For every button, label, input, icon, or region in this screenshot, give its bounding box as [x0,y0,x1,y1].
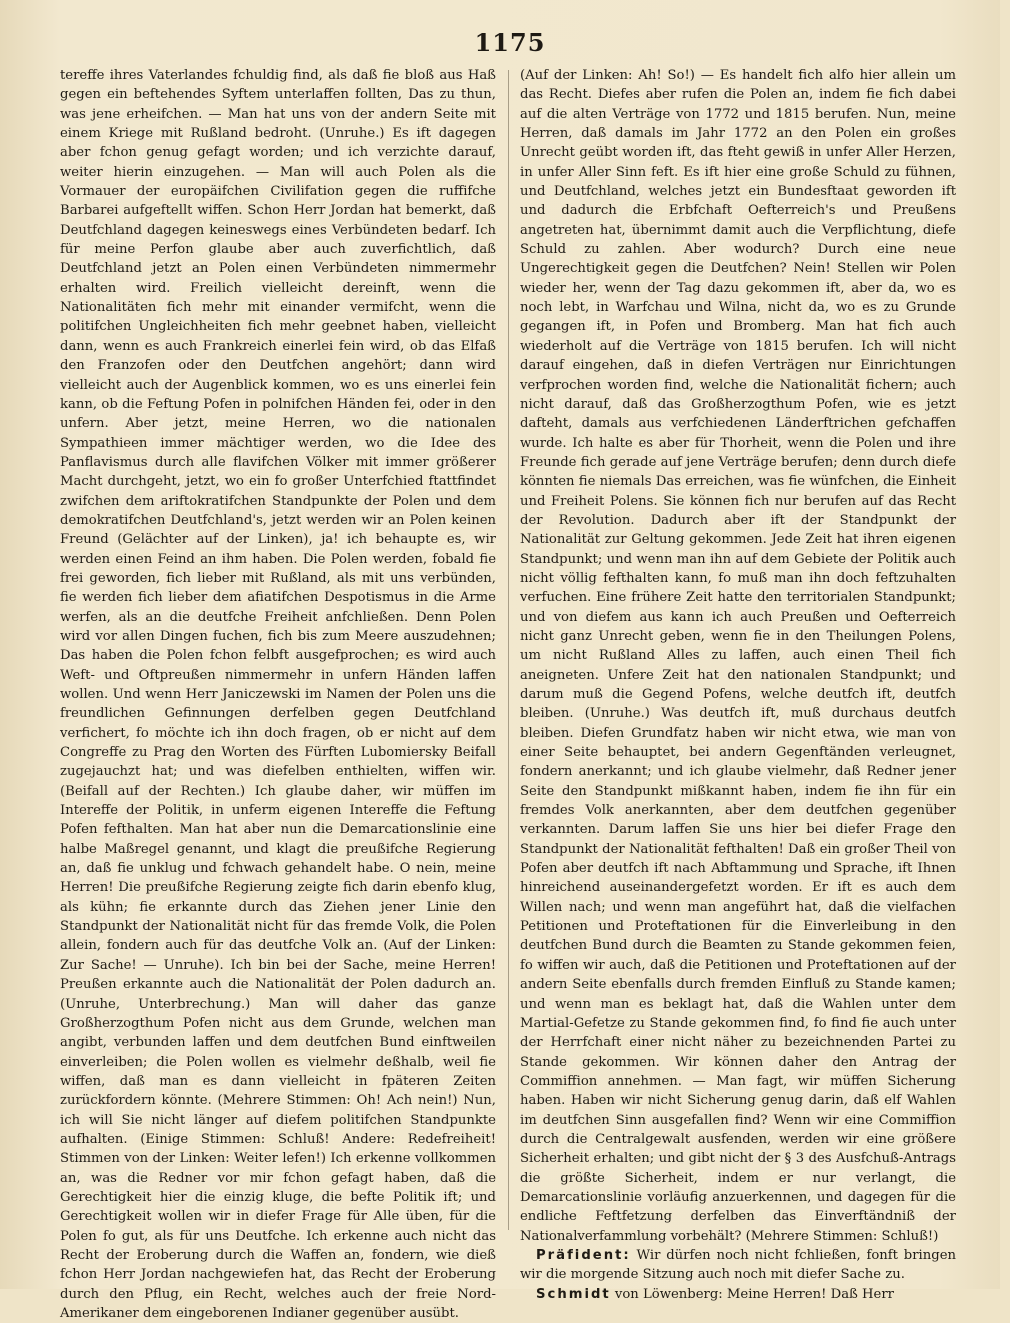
schmidt-speech-text: von Löwenberg: Meine Herren! Daß Herr [614,1286,894,1302]
left-column-text: tereffe ihres Vaterlandes fchuldig find, als daß fie bloß aus Haß gegen ein beftehendes Syftem unterlaffen follten, Das zu thun, was jene erheifchen. — Man hat uns von der andern Seite mit einem Kriege mit Rußland bedroht. (Unruhe.) Es ift dagegen aber fchon genug gefagt worden; und ich verzichte darauf, weiter hierin einzugehen. — Man will auch Polen als die Vormauer der europäifchen Civilifation gegen die ruffifche Barbarei aufgeftellt wiffen. Schon Herr Jordan hat bemerkt, daß Deutfchland dagegen keineswegs eines Verbündeten bedarf. Ich für meine Perfon glaube aber auch zuverfichtlich, daß Deutfchland jetzt an Polen einen Verbündeten nimmermehr erhalten wird. Freilich vielleicht dereinft, wenn die Nationalitäten fich mehr mit einander vermifcht, wenn die politifchen Ungleichheiten fich mehr geebnet haben, vielleicht dann, wenn es auch Frankreich einerlei fein wird, ob das Elfaß den Franzofen oder den Deutfchen angehört; dann wird vielleicht auch der Augenblick kommen, wo es uns einerlei fein kann, ob die Feftung Pofen in polnifchen Händen fei, oder in den unfern. Aber jetzt, meine Herren, wo die nationalen Sympathieen immer mächtiger werden, wo die Idee des Panflavismus durch alle flavifchen Völker mit immer größerer Macht durchgeht, jetzt, wo ein fo großer Unterfchied ftattfindet zwifchen dem ariftokratifchen Standpunkte der Polen und dem demokratifchen Deutfchland's, jetzt werden wir an Polen keinen Freund (Gelächter auf der Linken), ja! ich behaupte es, wir werden einen Feind an ihm haben. Die Polen werden, fobald fie frei geworden, fich lieber mit Rußland, als mit uns verbünden, fie werden fich lieber dem afiatifchen Despotismus in die Arme werfen, als an die deutfche Freiheit anfchließen. Denn Polen wird vor allen Dingen fuchen, fich bis zum Meere auszudehnen; Das haben die Polen fchon felbft ausgefprochen; es wird auch Weft- und Oftpreußen nimmermehr in unfern Händen laffen wollen. Und wenn Herr Janiczewski im Namen der Polen uns die freundlichen Gefinnungen derfelben gegen Deutfchland verfichert, fo möchte ich ihn doch fragen, ob er nicht auf dem Congreffe zu Prag den Worten des Fürften Lubomiersky Beifall zugejauchzt hat; und was diefelben enthielten, wiffen wir. (Beifall auf der Rechten.) Ich glaube daher, wir müffen im Intereffe der Politik, in unferm eigenen Intereffe die Feftung Pofen fefthalten. Man hat aber nun die Demarcationslinie eine halbe Maßregel genannt, und klagt die preußifche Regierung an, daß fie unklug und fchwach gehandelt habe. O nein, meine Herren! Die preußifche Regierung zeigte fich darin ebenfo klug, als kühn; fie erkannte durch das Ziehen jener Linie den Standpunkt der Nationalität nicht für das fremde Volk, die Polen allein, fondern auch für das deutfche Volk an. (Auf der Linken: Zur Sache! — Unruhe). Ich bin bei der Sache, meine Herren! Preußen erkannte auch die Nationalität der Polen dadurch an. (Unruhe, Unterbrechung.) Man will daher das ganze Großherzogthum Pofen nicht aus dem Grunde, welchen man angibt, verbunden laffen und dem deutfchen Bund einftweilen einverleiben; die Polen wollen es vielmehr deßhalb, weil fie wiffen, daß man es dann vielleicht in fpäteren Zeiten zurückfordern könnte. (Mehrere Stimmen: Oh! Ach nein!) Nun, ich will Sie nicht länger auf diefem politifchen Standpunkte aufhalten. (Einige Stimmen: Schluß! Andere: Redefreiheit! Stimmen von der Linken: Weiter lefen!) Ich erkenne vollkommen an, was die Redner vor mir fchon gefagt haben, daß die Gerechtigkeit hier die einzig kluge, die befte Politik ift; und Gerechtigkeit wollen wir in diefer Frage für Alle üben, für die Polen fo gut, als für uns Deutfche. Ich erkenne auch nicht das Recht der Eroberung durch die Waffen an, fondern, wie dieß fchon Herr Jordan nachgewiefen hat, das Recht der Eroberung durch den Pflug, ein Recht, welches auch der freie Nord-Amerikaner dem eingeborenen Indianer gegenüber ausübt. [60,68,496,1321]
schmidt-speech [520,1285,956,1304]
left-column [60,66,496,1321]
page-number: 1175 [474,28,546,57]
right-column-text: (Auf der Linken: Ah! So!) — Es handelt fich alfo hier allein um das Recht. Diefes aber rufen die Polen an, indem fie fich dabei auf die alten Verträge von 1772 und 1815 berufen. Nun, meine Herren, daß damals im Jahr 1772 an den Polen ein großes Unrecht geübt worden ift, das fteht gewiß in unfer Aller Herzen, in unfer Aller Sinn feft. Es ift hier eine große Schuld zu fühnen, und Deutfchland, welches jetzt ein Bundesftaat geworden ift und dadurch die Erbfchaft Oefterreich's und Preußens angetreten hat, übernimmt damit auch die Verpflichtung, diefe Schuld zu zahlen. Aber wodurch? Durch eine neue Ungerechtigkeit gegen die Deutfchen? Nein! Stellen wir Polen wieder her, wenn der Tag dazu gekommen ift, aber da, wo es noch lebt, in Warfchau und Wilna, nicht da, wo es zu Grunde gegangen ift, in Pofen und Bromberg. Man hat fich auch wiederholt auf die Verträge von 1815 berufen. Ich will nicht darauf eingehen, daß in diefen Verträgen nur Einrichtungen verfprochen worden find, welche die Nationalität fichern; auch nicht darauf, daß das Großherzogthum Pofen, wie es jetzt dafteht, damals aus verfchiedenen Länderftrichen gefchaffen wurde. Ich halte es aber für Thorheit, wenn die Polen und ihre Freunde fich gerade auf jene Verträge berufen; denn durch diefe könnten fie niemals Das erreichen, was fie wünfchen, die Einheit und Freiheit Polens. Sie können fich nur berufen auf das Recht der Revolution. Dadurch aber ift der Standpunkt der Nationalität zur Geltung gekommen. Jede Zeit hat ihren eigenen Standpunkt; und wenn man ihn auf dem Gebiete der Politik auch nicht völlig fefthalten kann, fo muß man ihn doch feftzuhalten verfuchen. Eine frühere Zeit hatte den territorialen Standpunkt; und von diefem aus kann ich auch Preußen und Oefterreich nicht ganz Unrecht geben, wenn fie in den Theilungen Polens, um nicht Rußland Alles zu laffen, auch einen Theil fich aneigneten. Unfere Zeit hat den nationalen Standpunkt; und darum muß die Gegend Pofens, welche deutfch ift, deutfch bleiben. (Unruhe.) Was deutfch ift, muß durchaus deutfch bleiben. Diefen Grundfatz haben wir nicht etwa, wie man von einer Seite behauptet, bei andern Gegenftänden verleugnet, fondern anerkannt; und ich glaube vielmehr, daß Redner jener Seite den Standpunkt mißkannt haben, indem fie ihn für ein fremdes Volk anerkannten, aber dem deutfchen gegenüber verkannten. Darum laffen Sie uns hier bei diefer Frage den Standpunkt der Nationalität fefthalten! Daß ein großer Theil von Pofen aber deutfch ift nach Abftammung und Sprache, ift Ihnen hinreichend auseinandergefetzt worden. Er ift es auch dem Willen nach; und wenn man angeführt hat, daß die vielfachen Petitionen und Proteftationen für die Einverleibung in den deutfchen Bund durch die Beamten zu Stande gekommen feien, fo wiffen wir auch, daß die Petitionen und Proteftationen auf der andern Seite ebenfalls durch fremden Einfluß zu Stande kamen; und wenn man es beklagt hat, daß die Wahlen unter dem Martial-Gefetze zu Stande gekommen find, fo find fie auch unter der Herrfchaft einer nicht näher zu bezeichnenden Partei zu Stande gekommen. Wir können daher den Antrag der Commiffion annehmen. — Man fagt, wir müffen Sicherung haben. Haben wir nicht Sicherung genug darin, daß elf Wahlen im deutfchen Sinn ausgefallen find? Wenn wir eine Commiffion durch die Centralgewalt ausfenden, werden wir eine größere Sicherheit erhalten; und gibt nicht der § 3 des Ausfchuß-Antrags die größte Sicherheit, indem er nur verlangt, die Demarcationslinie vorläufig anzuerkennen, und dagegen für die endliche Feftfetzung derfelben das Einverftändniß der Nationalverfammlung vorbehält? (Mehrere Stimmen: Schluß!) [520,68,956,1244]
column-divider [508,70,509,1230]
schmidt-speaker-label: Schmidt [536,1286,611,1302]
president-speech-text: Wir dürfen noch nicht fchließen, fonft bringen wir die morgende Sitzung auch noch mit diefer Sache zu. [520,1247,956,1283]
president-speaker-label: Präfident: [536,1247,631,1263]
right-column [520,66,956,1302]
president-speech [520,1246,956,1285]
